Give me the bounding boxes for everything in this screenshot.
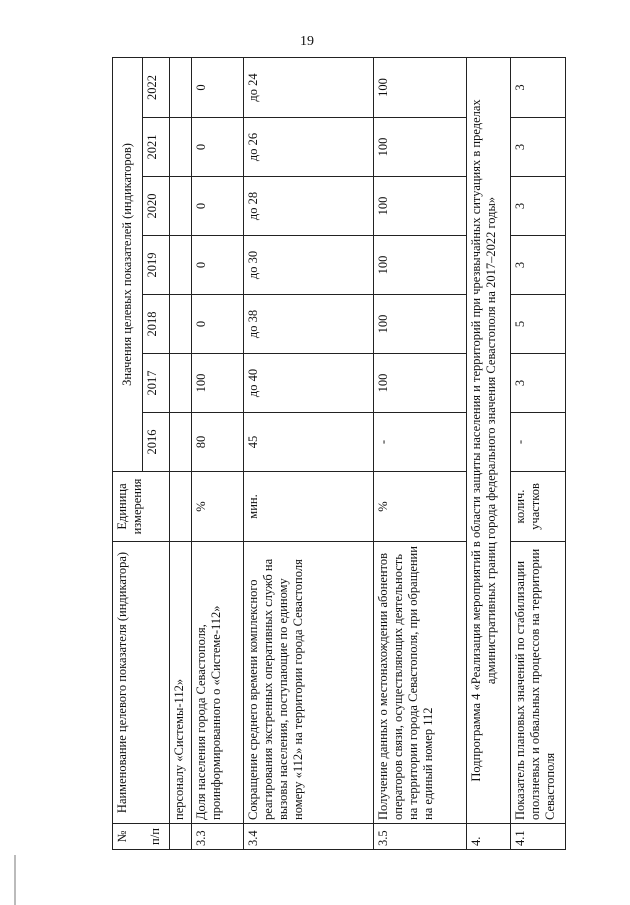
row-name: Доля населения города Севастополя, проинформированного о «Системе-112» <box>191 542 244 824</box>
landscape-table-container <box>112 58 566 850</box>
header-num-label: № <box>115 830 129 843</box>
row-unit: колич. участков <box>511 472 566 542</box>
row-value: 3 <box>511 118 566 177</box>
row-value: 100 <box>373 354 466 413</box>
subprogram-title: Подпрограмма 4 «Реализация мероприятий в области защиты населения и территорий при чрезвычайных ситуациях в пределах административных границ города федерального значения Севастополя на 2017–2022 годы» <box>466 57 510 823</box>
row-value: до 40 <box>244 354 373 413</box>
row-value: до 30 <box>244 236 373 295</box>
row-value: 80 <box>191 413 244 472</box>
row-num: 4.1 <box>511 824 566 850</box>
continuation-num <box>169 824 191 850</box>
continuation-row <box>169 57 191 849</box>
page-number: 19 <box>300 34 314 49</box>
row-num: 3.5 <box>373 824 466 850</box>
row-name: Сокращение среднего времени комплексного реагирования экстренных оперативных служб на вызовы населения, поступающие по единому номеру «112» на территории города Севастополя <box>244 542 373 824</box>
subprogram-row <box>466 57 510 849</box>
continuation-v4 <box>169 236 191 295</box>
continuation-v2 <box>169 354 191 413</box>
year-2016: 2016 <box>143 413 169 472</box>
row-value: 5 <box>511 295 566 354</box>
row-value: 0 <box>191 295 244 354</box>
row-value: 100 <box>373 118 466 177</box>
table-row <box>373 57 466 849</box>
table-row <box>244 57 373 849</box>
year-2022: 2022 <box>143 57 169 117</box>
continuation-unit <box>169 472 191 542</box>
row-value: 0 <box>191 57 244 117</box>
year-2017: 2017 <box>143 354 169 413</box>
row-value: - <box>511 413 566 472</box>
continuation-v1 <box>169 413 191 472</box>
row-value: 3 <box>511 236 566 295</box>
row-value: 0 <box>191 236 244 295</box>
row-value: 3 <box>511 177 566 236</box>
year-2019: 2019 <box>143 236 169 295</box>
header-name: Наименование целевого показателя (индикатора) <box>113 542 170 824</box>
row-value: 45 <box>244 413 373 472</box>
header-num <box>113 824 170 850</box>
continuation-v3 <box>169 295 191 354</box>
table-row <box>511 57 566 849</box>
year-2020: 2020 <box>143 177 169 236</box>
indicators-table <box>112 57 566 850</box>
scan-edge-mark <box>14 855 16 905</box>
continuation-v6 <box>169 118 191 177</box>
row-unit: мин. <box>244 472 373 542</box>
header-values-group: Значения целевых показателей (индикаторов) <box>113 57 143 471</box>
table-row <box>191 57 244 849</box>
row-name: Получение данных о местонахождении абонентов операторов связи, осуществляющих деятельность на территории города Севастополя, при обращении на единый номер 112 <box>373 542 466 824</box>
row-value: 100 <box>373 57 466 117</box>
row-value: 0 <box>191 177 244 236</box>
row-value: до 26 <box>244 118 373 177</box>
row-value: до 28 <box>244 177 373 236</box>
continuation-v7 <box>169 57 191 117</box>
row-name: Показатель плановых значений по стабилизации оползневых и обвальных процессов на территории Севастополя <box>511 542 566 824</box>
year-2018: 2018 <box>143 295 169 354</box>
row-value: - <box>373 413 466 472</box>
header-unit: Единица измерения <box>113 472 170 542</box>
rotated-table-region <box>112 58 566 850</box>
continuation-v5 <box>169 177 191 236</box>
row-value: 100 <box>373 177 466 236</box>
row-value: 100 <box>373 236 466 295</box>
row-value: 3 <box>511 354 566 413</box>
row-value: до 24 <box>244 57 373 117</box>
row-value: 100 <box>191 354 244 413</box>
year-2021: 2021 <box>143 118 169 177</box>
row-value: 100 <box>373 295 466 354</box>
row-unit: % <box>191 472 244 542</box>
header-num-sub: п/п <box>148 828 162 845</box>
row-num: 3.4 <box>244 824 373 850</box>
subprogram-num: 4. <box>466 824 510 850</box>
row-unit: % <box>373 472 466 542</box>
row-value: до 38 <box>244 295 373 354</box>
row-value: 0 <box>191 118 244 177</box>
header-row-1 <box>113 57 143 849</box>
row-num: 3.3 <box>191 824 244 850</box>
continuation-name: персоналу «Системы-112» <box>169 542 191 824</box>
row-value: 3 <box>511 57 566 117</box>
